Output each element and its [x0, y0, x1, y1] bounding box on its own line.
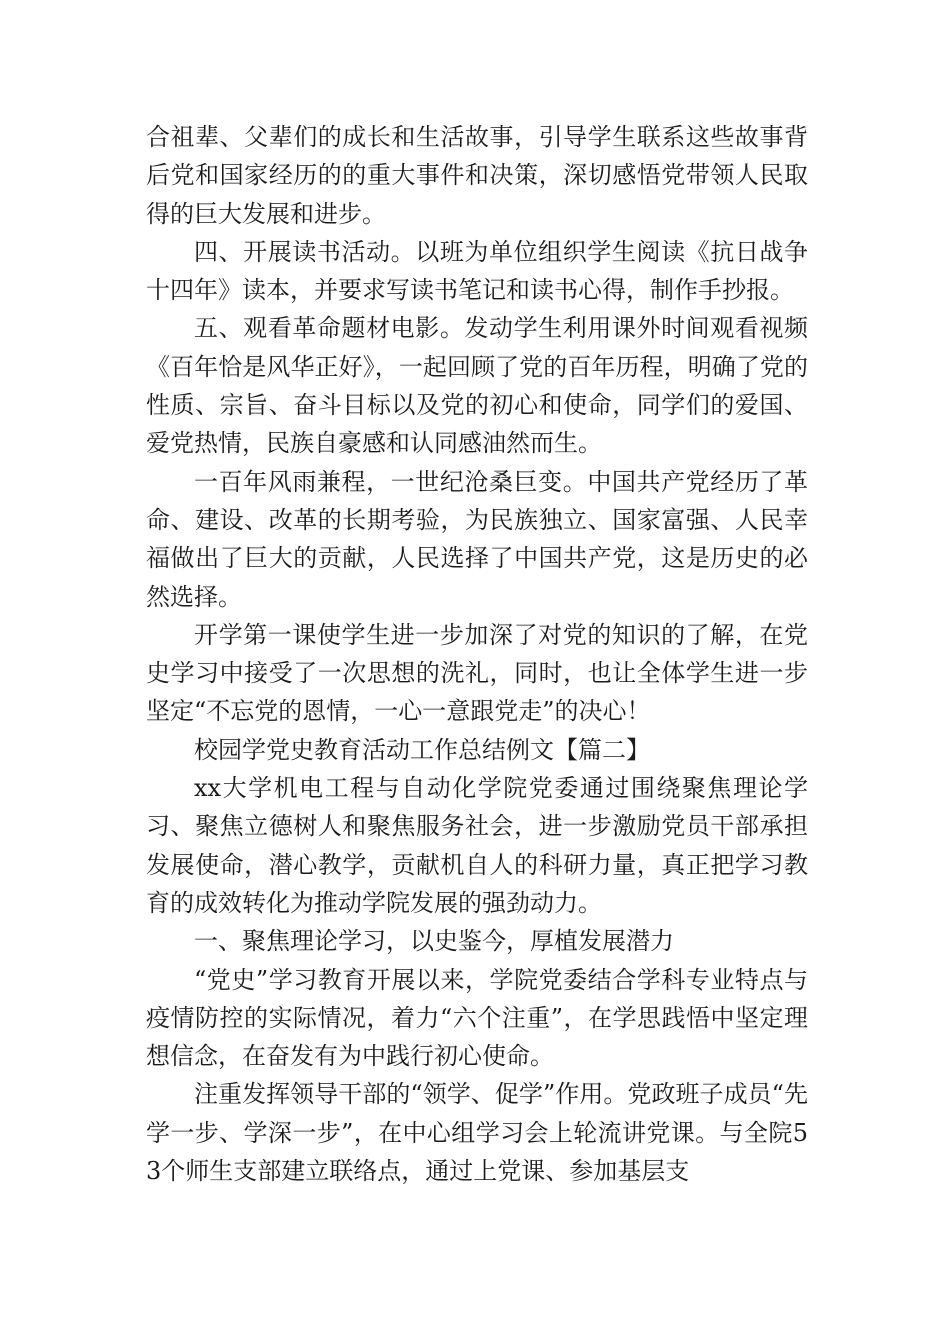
paragraph: 注重发挥领导干部的“领学、促学”作用。党政班子成员“先学一步、学深一步”，在中心组学习会上轮流讲党课。与全院53个师生支部建立联络点，通过上党课、参加基层支	[146, 1080, 808, 1186]
paragraph: 合祖辈、父辈们的成长和生活故事，引导学生联系这些故事背后党和国家经历的的重大事件和决策，深切感悟党带领人民取得的巨大发展和进步。	[146, 123, 808, 228]
paragraph: 五、观看革命题材电影。发动学生利用课外时间观看视频《百年恰是风华正好》，一起回顾了党的百年历程，明确了党的性质、宗旨、奋斗目标以及党的初心和使命，同学们的爱国、爱党热情，民族自豪感和认同感油然而生。	[146, 314, 808, 458]
paragraph: 一百年风雨兼程，一世纪沧桑巨变。中国共产党经历了革命、建设、改革的长期考验，为民族独立、国家富强、人民幸福做出了巨大的贡献，人民选择了中国共产党，这是历史的必然选择。	[146, 467, 808, 611]
document-page	[146, 118, 808, 1190]
section-heading: 校园学党史教育活动工作总结例文【篇二】	[194, 735, 650, 764]
subsection-heading: 一、聚焦理论学习，以史鉴今，厚植发展潜力	[194, 927, 674, 956]
paragraph: xx大学机电工程与自动化学院党委通过围绕聚焦理论学习、聚焦立德树人和聚焦服务社会，进一步激励党员干部承担发展使命，潜心教学，贡献机自人的科研力量，真正把学习教育的成效转化为推动学院发展的强劲动力。	[146, 774, 808, 917]
paragraph: 开学第一课使学生进一步加深了对党的知识的了解，在党史学习中接受了一次思想的洗礼，同时，也让全体学生进一步坚定“不忘党的恩情，一心一意跟党走”的决心！	[146, 620, 808, 726]
paragraph: 四、开展读书活动。以班为单位组织学生阅读《抗日战争十四年》读本，并要求写读书笔记和读书心得，制作手抄报。	[146, 237, 808, 305]
paragraph: “党史”学习教育开展以来，学院党委结合学科专业特点与疫情防控的实际情况，着力“六个注重”，在学思践悟中坚定理想信念，在奋发有为中践行初心使命。	[146, 965, 808, 1071]
